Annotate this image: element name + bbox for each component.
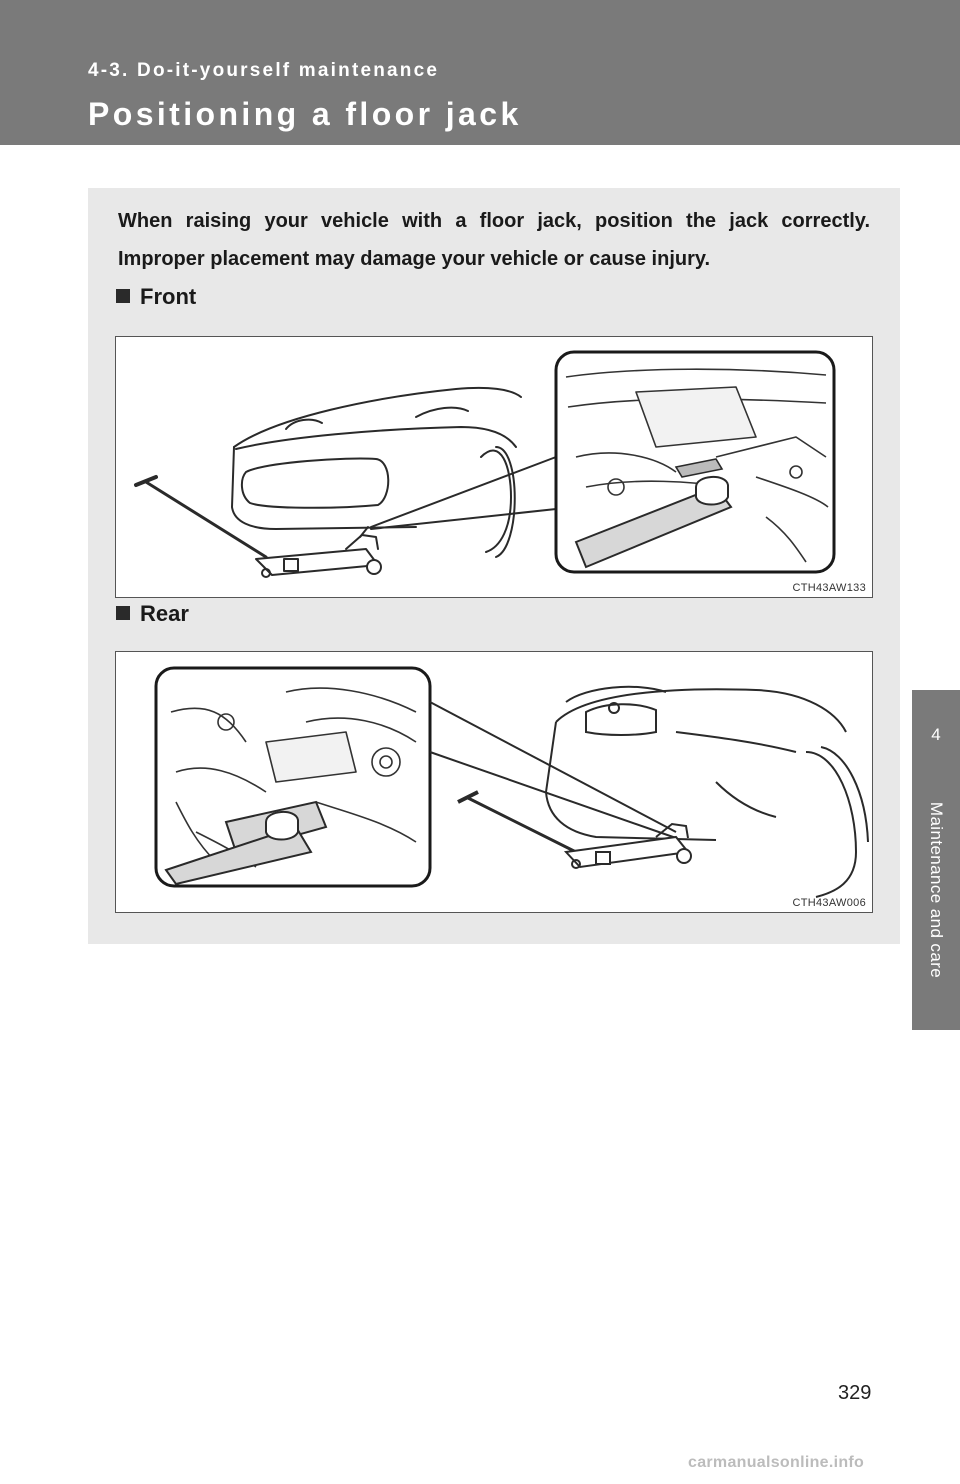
front-jack-drawing: [116, 337, 872, 597]
watermark[interactable]: carmanualsonline.info: [688, 1454, 865, 1471]
chapter-title: Maintenance and care: [927, 801, 946, 979]
intro-text: When raising your vehicle with a floor jack, position the jack correctly. Improper placement may damage your vehicle or cause injury.: [118, 210, 870, 270]
page-title: Positioning a floor jack: [88, 96, 522, 132]
rear-jack-illustration: [115, 651, 873, 913]
rear-figure-code: CTH43AW006: [792, 897, 866, 909]
rear-jack-drawing: [116, 652, 872, 912]
subheading-rear-label: Rear: [140, 601, 189, 626]
front-figure-code: CTH43AW133: [792, 582, 866, 594]
subheading-front: [116, 284, 196, 310]
chapter-number: 4: [931, 725, 941, 744]
square-bullet-icon: [116, 606, 130, 620]
page-number: 329: [838, 1382, 872, 1404]
subheading-front-label: Front: [140, 284, 197, 309]
section-label: 4-3. Do-it-yourself maintenance: [88, 60, 440, 81]
subheading-rear: [116, 601, 189, 627]
front-jack-illustration: [115, 336, 873, 598]
square-bullet-icon: [116, 289, 130, 303]
